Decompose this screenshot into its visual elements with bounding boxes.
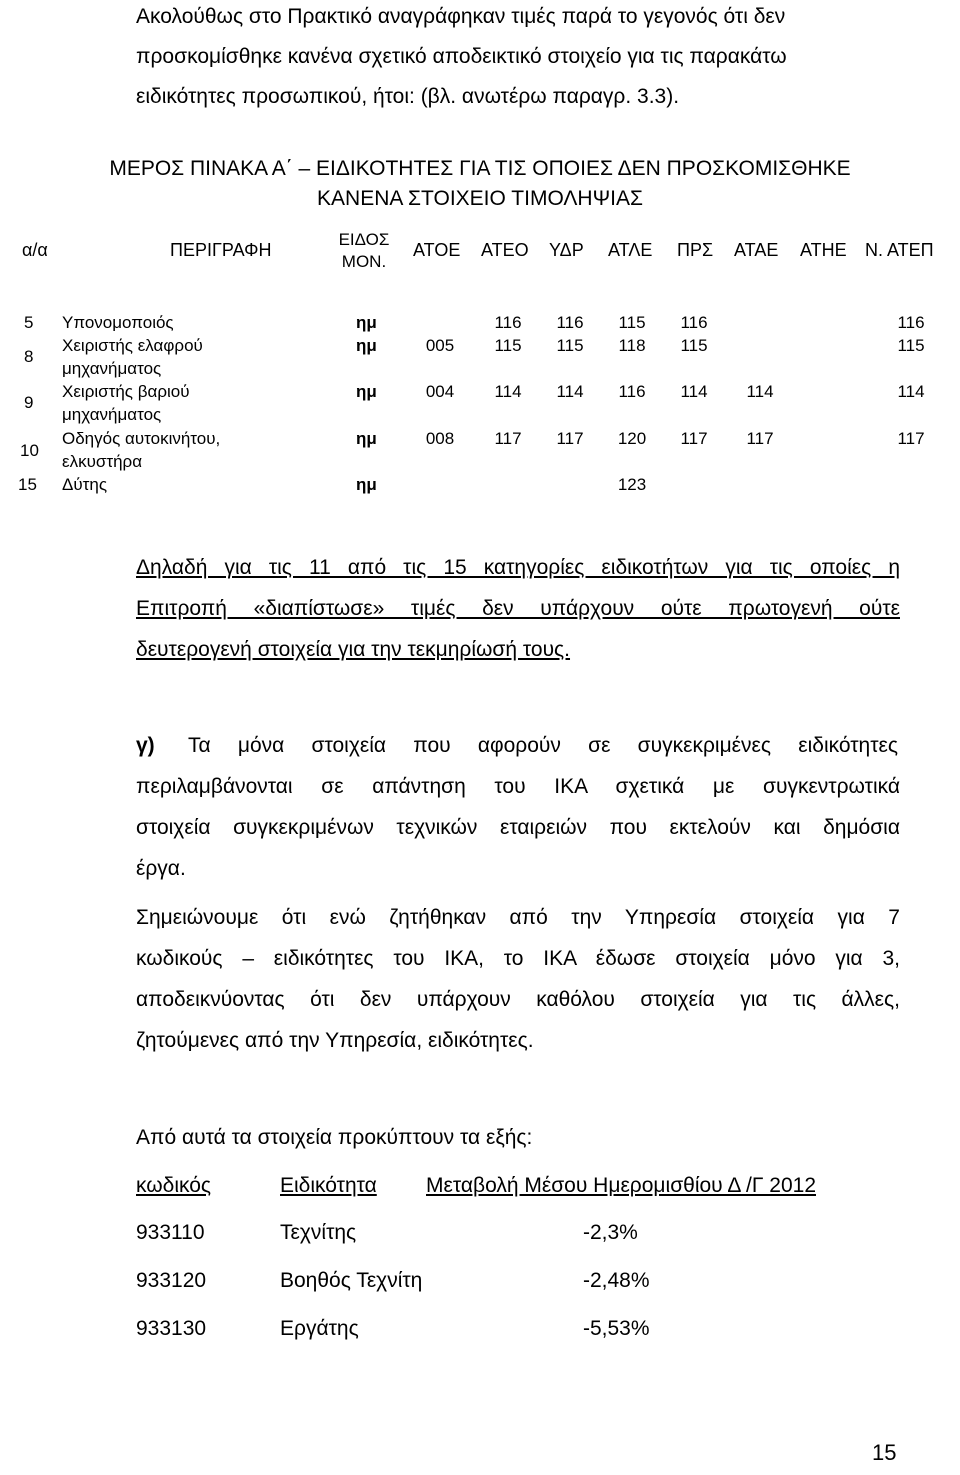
intro-line: ειδικότητες προσωπικού, ήτοι: (βλ. ανωτέρω παραγρ. 3.3). [136,85,680,108]
row-val-atae: 114 [746,382,774,401]
summary-line: Δηλαδή για τις 11 από τις 15 κατηγορίες ειδικοτήτων για τις οποίες η [136,556,900,579]
header-col-ateo: ΑΤΕΟ [481,240,529,260]
row-val-ydr: 114 [556,382,584,401]
intro-line: προσκομίσθηκε κανένα σχετικό αποδεικτικό στοιχείο για τις παρακάτω [136,45,787,68]
row-val-atle: 118 [618,336,646,355]
row-aa: 5 [24,313,34,332]
result-header-change: Μεταβολή Μέσου Ημερομισθίου Δ /Γ 2012 [426,1174,816,1197]
table-title-line-1: ΜΕΡΟΣ ΠΙΝΑΚΑ Α΄ – ΕΙΔΙΚΟΤΗΤΕΣ ΓΙΑ ΤΙΣ ΟΠΟΙΕΣ ΔΕΝ ΠΡΟΣΚΟΜΙΣΘΗΚΕ [109,157,851,180]
result-change: -5,53% [583,1317,650,1340]
row-aa: 10 [20,441,39,460]
row-val-prs: 114 [680,382,708,401]
row-val-ateo: 114 [494,382,522,401]
row-val-prs: 115 [680,336,708,355]
row-val-prs: 116 [680,313,708,332]
row-val-atle: 123 [617,475,647,494]
note-line: αποδεικνύοντας ότι δεν υπάρχουν καθόλου στοιχεία για τις άλλες, [136,988,900,1011]
row-aa: 9 [24,393,34,412]
result-spec: Τεχνίτης [280,1221,357,1244]
result-header-spec: Ειδικότητα [280,1174,377,1197]
row-val-atle: 115 [618,313,646,332]
row-val-atep: 114 [897,382,925,401]
row-unit: ημ [356,382,377,401]
result-code: 933120 [136,1269,207,1292]
row-aa: 8 [24,347,34,366]
header-kind-line1: ΕΙΔΟΣ [338,230,390,249]
gamma-line: περιλαμβάνονται σε απάντηση του ΙΚΑ σχετικά με συγκεντρωτικά [136,775,900,798]
row-val-ydr: 115 [556,336,584,355]
row-val-atoe: 008 [425,429,455,448]
row-val-atle: 116 [618,382,646,401]
row-val-atae: 117 [746,429,774,448]
header-col-ydr: ΥΔΡ [549,240,584,260]
summary-line: Επιτροπή «διαπίστωσε» τιμές δεν υπάρχουν ούτε πρωτογενή ούτε [136,597,900,620]
row-val-atep: 115 [897,336,925,355]
result-code: 933110 [136,1221,205,1244]
row-unit: ημ [356,429,377,448]
page-number: 15 [872,1440,897,1465]
gamma-line: έργα. [136,857,186,880]
result-spec: Βοηθός Τεχνίτη [280,1269,423,1292]
note-line: Σημειώνουμε ότι ενώ ζητήθηκαν από την Υπηρεσία στοιχεία για 7 [136,906,900,929]
result-code: 933130 [136,1317,207,1340]
row-val-atep: 117 [897,429,925,448]
row-aa: 15 [18,475,37,494]
row-desc: Οδηγός αυτοκινήτου, [62,429,221,448]
row-unit: ημ [356,313,377,332]
row-val-ateo: 117 [494,429,522,448]
header-col-prs: ΠΡΣ [677,240,714,260]
header-col-athe: ΑΤΗΕ [800,240,847,260]
intro-line: Ακολούθως στο Πρακτικό αναγράφηκαν τιμές παρά το γεγονός ότι δεν [136,5,786,28]
gamma-line: στοιχεία συγκεκριμένων τεχνικών εταιρειών που εκτελούν και δημόσια [136,816,900,839]
row-desc-cont: ελκυστήρα [62,452,143,471]
table-title-line-2: ΚΑΝΕΝΑ ΣΤΟΙΧΕΙΟ ΤΙΜΟΛΗΨΙΑΣ [317,187,643,210]
row-desc-cont: μηχανήματος [62,405,162,424]
result-change: -2,48% [583,1269,650,1292]
result-header-code: κωδικός [136,1174,212,1197]
gamma-label: γ) [136,734,155,757]
header-col-atoe: ΑΤΟΕ [413,240,461,260]
result-change: -2,3% [583,1221,638,1244]
header-description: ΠΕΡΙΓΡΑΦΗ [170,240,272,260]
header-kind-line2: ΜΟΝ. [341,252,387,271]
row-desc: Χειριστής ελαφρού [62,336,203,355]
row-val-atle: 120 [617,429,647,448]
gamma-line: Τα μόνα στοιχεία που αφορούν σε συγκεκριμένες ειδικότητες [188,734,898,757]
row-desc: Δύτης [62,475,108,494]
row-desc: Υπονομοποιός [62,313,174,332]
row-desc-cont: μηχανήματος [62,359,162,378]
row-unit: ημ [356,475,377,494]
row-val-prs: 117 [680,429,708,448]
row-val-ateo: 115 [494,336,522,355]
row-val-ydr: 116 [556,313,584,332]
note-line: ζητούμενες από την Υπηρεσία, ειδικότητες. [136,1029,534,1052]
summary-line: δευτερογενή στοιχεία για την τεκμηρίωσή τους. [136,638,571,661]
row-desc: Χειριστής βαριού [62,382,190,401]
row-val-atep: 116 [897,313,925,332]
header-col-atep: Ν. ΑΤΕΠ [865,240,934,260]
row-val-ateo: 116 [494,313,522,332]
note-line: κωδικούς – ειδικότητες του ΙΚΑ, το ΙΚΑ έδωσε στοιχεία μόνο για 3, [136,947,900,970]
row-val-ydr: 117 [556,429,584,448]
row-val-atoe: 004 [425,382,455,401]
header-col-atae: ΑΤΑΕ [734,240,779,260]
header-col-atle: ΑΤΛΕ [608,240,653,260]
result-intro: Από αυτά τα στοιχεία προκύπτουν τα εξής: [136,1126,533,1149]
row-val-atoe: 005 [425,336,455,355]
row-unit: ημ [356,336,377,355]
result-spec: Εργάτης [280,1317,359,1340]
header-aa: α/α [22,240,48,260]
